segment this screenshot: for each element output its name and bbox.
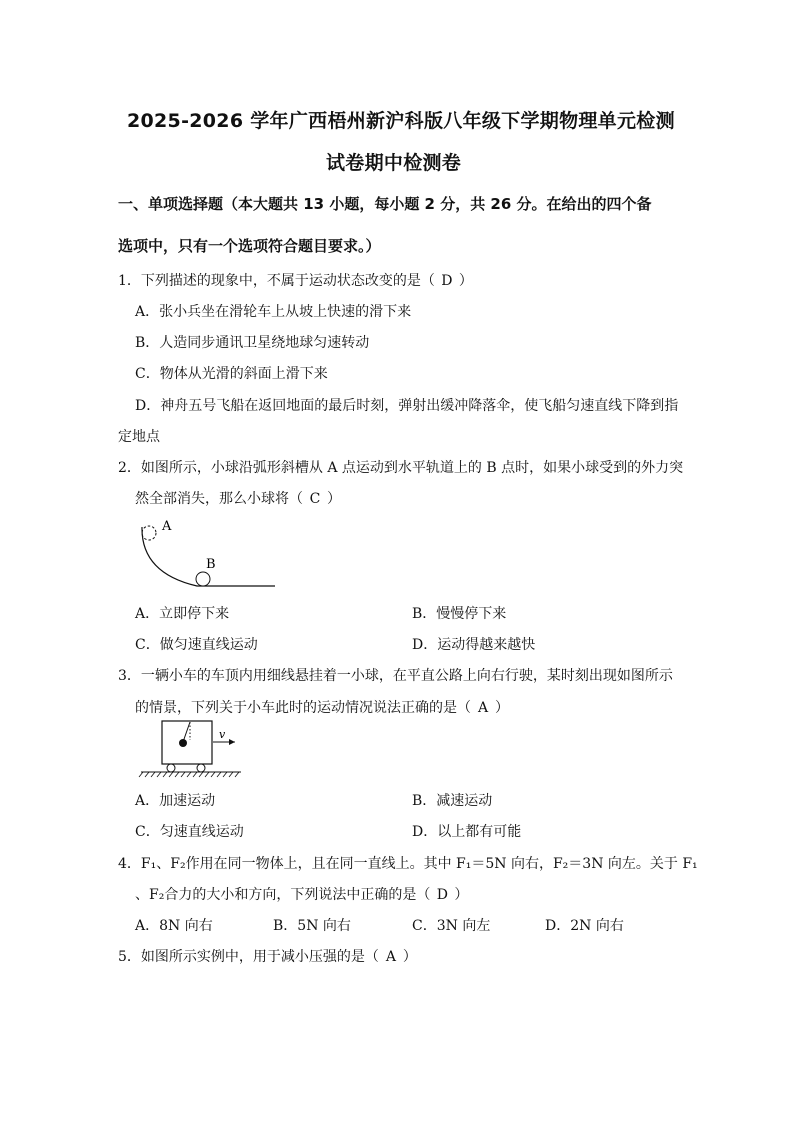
bracket-close: ） bbox=[458, 273, 473, 289]
point-label-a: A bbox=[162, 519, 172, 534]
question-2-option-d: D．运动得越来越快 bbox=[412, 637, 536, 653]
ball-at-b bbox=[196, 572, 210, 586]
question-3-figure-cart-pendulum bbox=[135, 718, 250, 780]
ground-hatching bbox=[139, 772, 239, 777]
answer-mark: A bbox=[477, 700, 489, 716]
question-number: 5． bbox=[118, 949, 141, 965]
answer-mark: A bbox=[385, 949, 396, 965]
pendulum-ball bbox=[179, 739, 187, 747]
question-text: 然全部消失，那么小球将（ bbox=[135, 491, 303, 507]
question-text: 如图所示实例中，用于减小压强的是（ bbox=[140, 949, 379, 965]
answer-mark: D bbox=[441, 273, 453, 289]
question-text: 一辆小车的车顶内用细线悬挂着一小球，在平直公路上向右行驶，某时刻出现如图所示 bbox=[140, 668, 673, 684]
question-3-option-d: D．以上都有可能 bbox=[412, 824, 522, 840]
question-text: 下列描述的现象中，不属于运动状态改变的是（ bbox=[140, 273, 435, 289]
answer-mark: D bbox=[436, 887, 448, 903]
answer-mark: C bbox=[309, 491, 321, 507]
question-3-stem-line-2 bbox=[135, 697, 509, 717]
bracket-close: ） bbox=[495, 700, 509, 716]
question-5-stem bbox=[118, 946, 417, 966]
point-label-b: B bbox=[206, 557, 216, 572]
question-1-option-c: C．物体从光滑的斜面上滑下来 bbox=[135, 366, 328, 382]
cart-body bbox=[162, 721, 212, 764]
velocity-arrow-head bbox=[229, 739, 235, 745]
question-3-stem-line-1 bbox=[118, 665, 673, 685]
question-4-option-b: B．5N 向右 bbox=[273, 918, 351, 934]
question-number: 1． bbox=[118, 273, 141, 289]
section-heading-line-2: 选项中，只有一个选项符合题目要求。） bbox=[118, 237, 381, 255]
question-1-option-b: B．人造同步通讯卫星绕地球匀速转动 bbox=[135, 335, 370, 351]
question-text: 的情景，下列关于小车此时的运动情况说法正确的是（ bbox=[135, 700, 471, 716]
question-number: 4． bbox=[118, 856, 141, 872]
question-2-option-a: A．立即停下来 bbox=[135, 606, 230, 622]
question-4-stem-line-1 bbox=[118, 853, 698, 873]
question-number: 3． bbox=[118, 668, 141, 684]
question-4-option-a: A．8N 向右 bbox=[135, 918, 213, 934]
bracket-close: ） bbox=[454, 887, 469, 903]
document-title-line-1: 2025-2026 学年广西梧州新沪科版八年级下学期物理单元检测 bbox=[127, 110, 675, 132]
question-1-stem bbox=[118, 270, 473, 290]
question-2-stem-line-2 bbox=[135, 488, 341, 508]
question-text: F₁、F₂作用在同一物体上，且在同一直线上。其中 F₁＝5N 向右，F₂＝3N 向左。关于 F₁ bbox=[140, 856, 698, 872]
question-3-option-b: B．减速运动 bbox=[412, 793, 493, 809]
question-4-stem-line-2 bbox=[135, 884, 468, 904]
question-1-option-d-line-2: 定地点 bbox=[118, 429, 160, 445]
bracket-close: ） bbox=[402, 949, 417, 965]
ball-at-a-dashed bbox=[142, 526, 156, 540]
velocity-label: v bbox=[219, 728, 226, 741]
question-1-option-a: A．张小兵坐在滑轮车上从坡上快速的滑下来 bbox=[135, 304, 412, 320]
question-text: 、F₂合力的大小和方向，下列说法中正确的是（ bbox=[135, 887, 431, 903]
cart-wheel-right bbox=[197, 764, 205, 772]
question-1-option-d-line-1: D．神舟五号飞船在返回地面的最后时刻，弹射出缓冲降落伞，使飞船匀速直线下降到指 bbox=[135, 398, 679, 414]
question-2-figure-curved-track bbox=[135, 515, 295, 590]
question-4-option-c: C．3N 向左 bbox=[412, 918, 491, 934]
question-4-option-d: D．2N 向右 bbox=[545, 918, 624, 934]
section-heading-line-1: 一、单项选择题（本大题共 13 小题，每小题 2 分，共 26 分。在给出的四个备 bbox=[118, 195, 652, 213]
document-title-line-2: 试卷期中检测卷 bbox=[326, 152, 462, 174]
question-number: 2． bbox=[118, 460, 141, 476]
question-3-option-c: C．匀速直线运动 bbox=[135, 824, 244, 840]
question-2-option-b: B．慢慢停下来 bbox=[412, 606, 507, 622]
cart-wheel-left bbox=[167, 764, 175, 772]
bracket-close: ） bbox=[327, 491, 341, 507]
question-3-option-a: A．加速运动 bbox=[135, 793, 216, 809]
question-2-option-c: C．做匀速直线运动 bbox=[135, 637, 258, 653]
question-2-stem-line-1 bbox=[118, 457, 683, 477]
question-text: 如图所示，小球沿弧形斜槽从 A 点运动到水平轨道上的 B 点时，如果小球受到的外力突 bbox=[140, 460, 684, 476]
